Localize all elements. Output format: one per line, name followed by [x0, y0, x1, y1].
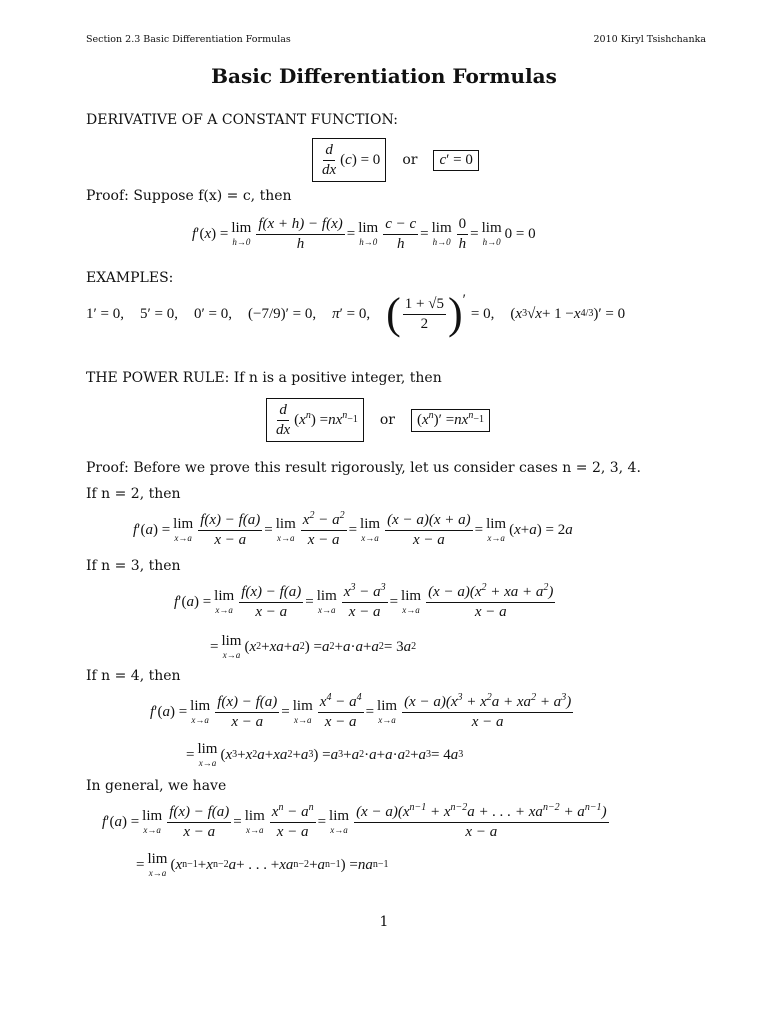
case-n4: If n = 4, then [86, 668, 181, 684]
or-word: or [402, 152, 418, 168]
case-n2: If n = 2, then [86, 486, 181, 502]
constant-rule-formula [312, 138, 479, 182]
header-right: 2010 Kiryl Tsishchanka [593, 34, 706, 45]
page-number: 1 [379, 914, 389, 930]
case-n4-equation-line2: = lim x→a ( x 3 + x 2 a + xa 2 + a 3 ) = a 3 + a 2 · a + a · a 2 + a 3 = 4 a 3 [186, 741, 464, 768]
examples-equation: 1′ = 0, 5′ = 0, 0′ = 0, (−7/9)′ = 0, π ′ = 0, ( $\frac{1 + √5}{2}$ ) ′ = 0, ( x 3 √ x + 1 − x 4/3 )′ = 0 [86, 289, 626, 338]
constant-heading: DERIVATIVE OF A CONSTANT FUNCTION: [86, 112, 398, 128]
power-rule-box: $\frac{d}{dx}$ ( $x^n$ ) = $nx^n$ −1 [266, 398, 364, 442]
general-equation-line1: f ′( a ) = lim x→a $\frac{f(x) - f(a)}{x - a}$ = lim x→a $\frac{x^n - a^n}{x - a}$ = lim x→a $\frac{(x - a)(x^{n-1} + x^{n-2}a + . . . + xa^{n-2} + a^{n-1})}{x - a}$ [102, 802, 607, 840]
case-n2-equation: f ′( a ) = lim x→a $\frac{f(x) - f(a)}{x - a}$ = lim x→a $\frac{x^2 - a^2}{x - a}$ = lim x→a $\frac{(x - a)(x + a)}{x - a}$ = lim x→a ( x + a ) = 2 a [133, 510, 573, 548]
proof2-intro: Proof: Before we prove this result rigorously, let us consider cases n = 2, 3, 4. [86, 460, 641, 476]
page-title: Basic Differentiation Formulas [211, 64, 557, 88]
power-rule-formula [266, 398, 490, 442]
general-intro: In general, we have [86, 778, 227, 794]
proof1-intro: Proof: Suppose f(x) = c, then [86, 188, 292, 204]
general-equation-line2: = lim x→a ( x n−1 + x n−2 a + . . . + xa n−2 + a n−1 ) = na n−1 [136, 851, 389, 878]
case-n3-equation-line2: = lim x→a ( x 2 + xa + a 2 ) = a 2 + a · a + a 2 = 3 a 2 [210, 633, 417, 660]
power-prime-box: ( $x^n$ )′ = $nx^n$ −1 [411, 409, 490, 432]
header-left: Section 2.3 Basic Differentiation Formulas [86, 34, 291, 45]
constant-proof-equation: f ′( x ) = lim h→0 $\frac{f(x + h) - f(x)}{h}$ = lim h→0 $\frac{c - c}{h}$ = lim h→0 $\frac{0}{h}$ = lim h→0 0 = 0 [192, 216, 536, 252]
case-n3: If n = 3, then [86, 558, 181, 574]
or-word-2: or [379, 412, 395, 428]
examples-heading: EXAMPLES: [86, 270, 174, 286]
case-n4-equation-line1: f ′( a ) = lim x→a $\frac{f(x) - f(a)}{x - a}$ = lim x→a $\frac{x^4 - a^4}{x - a}$ = lim x→a $\frac{(x - a)(x^3 + x^2a + xa^2 + a^3)}{x - a}$ [150, 692, 572, 730]
constant-rule-box: $\frac{d}{dx}$ ( c ) = 0 [312, 138, 386, 182]
power-rule-heading: THE POWER RULE: If n is a positive integer, then [86, 370, 442, 386]
case-n3-equation-line1: f ′( a ) = lim x→a $\frac{f(x) - f(a)}{x - a}$ = lim x→a $\frac{x^3 - a^3}{x - a}$ = lim x→a $\frac{(x - a)(x^2 + xa + a^2)}{x - a}$ [174, 582, 554, 620]
constant-prime-box: c ′ = 0 [433, 150, 478, 171]
